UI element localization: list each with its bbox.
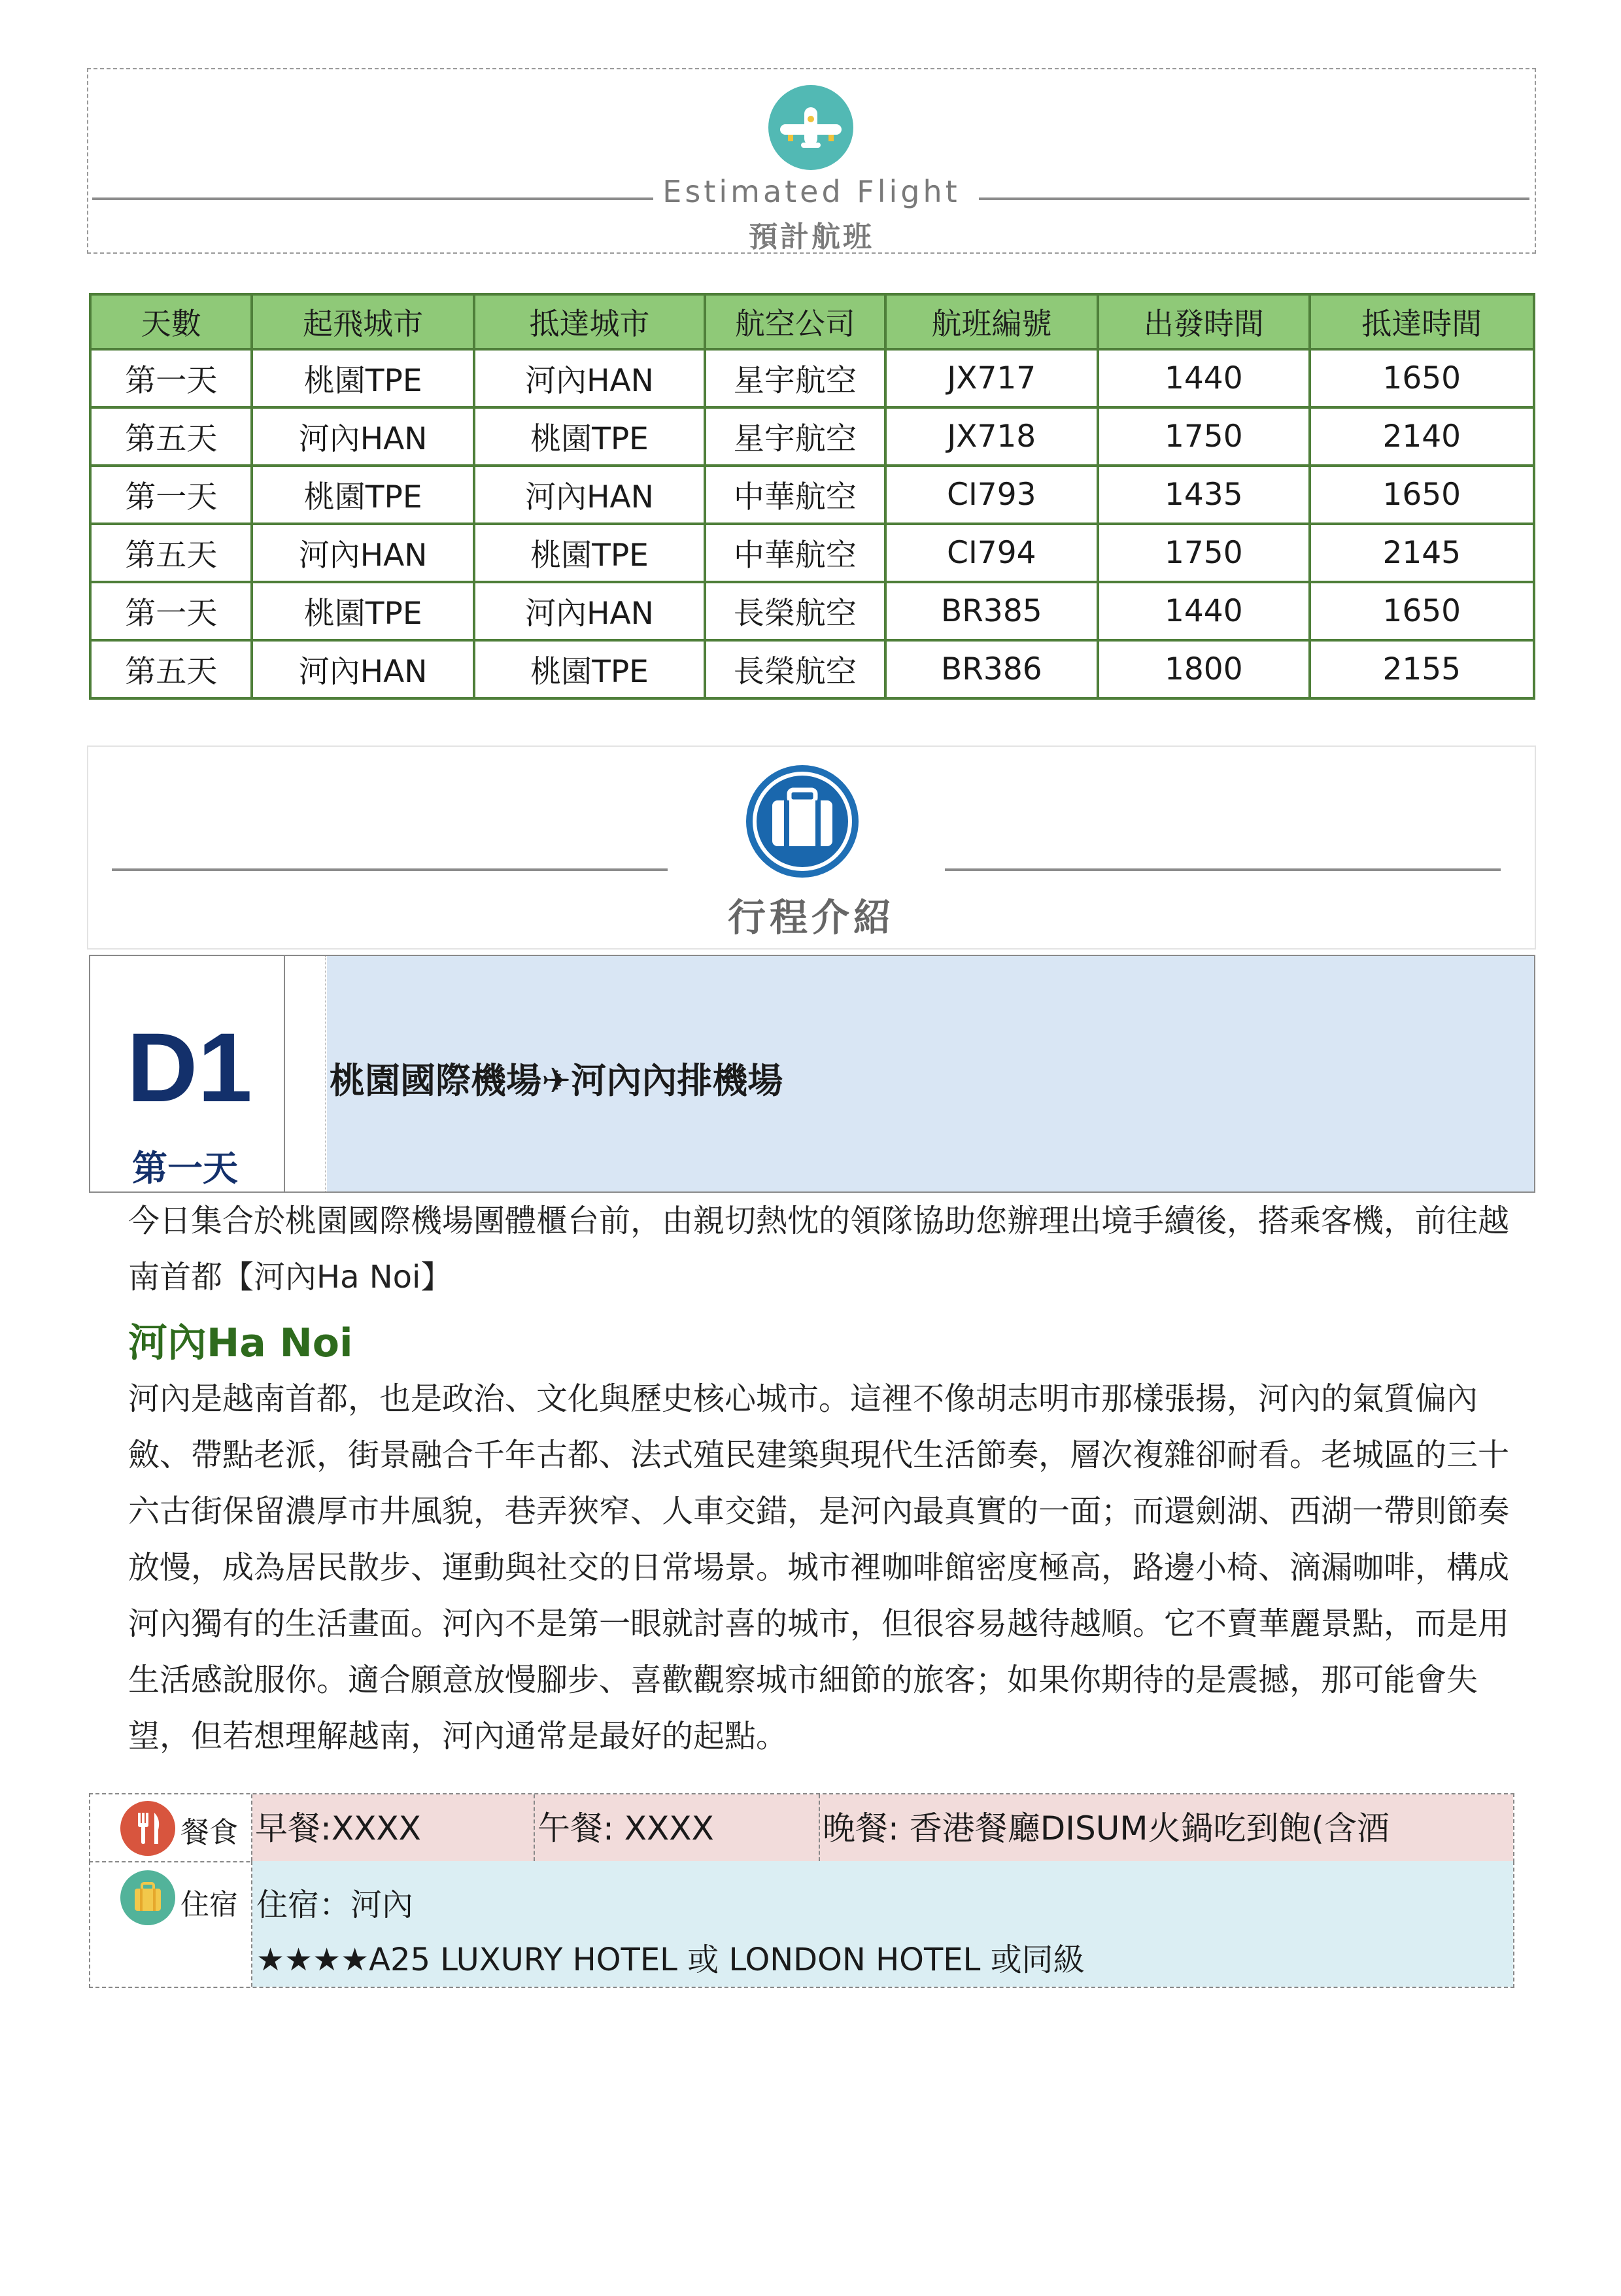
table-cell: 1750 xyxy=(1098,407,1309,466)
hotel-label-cell xyxy=(90,1861,252,1987)
table-cell: 中華航空 xyxy=(705,466,885,524)
itinerary-title: 行程介紹 xyxy=(727,895,895,940)
table-cell: BR386 xyxy=(885,640,1099,698)
table-cell: 1650 xyxy=(1310,582,1534,640)
table-cell: 星宇航空 xyxy=(705,407,885,466)
table-cell: 河內HAN xyxy=(474,349,705,407)
table-cell: 1440 xyxy=(1098,582,1309,640)
table-cell: 1750 xyxy=(1098,524,1309,582)
route-title: 桃園國際機場✈河內內排機場 xyxy=(330,1060,783,1101)
itinerary-header xyxy=(87,745,1536,950)
fork-knife-icon xyxy=(120,1801,175,1856)
table-cell: CI794 xyxy=(885,524,1099,582)
intro-line: 南首都【河內Ha Noi】 xyxy=(128,1259,452,1295)
table-cell: CI793 xyxy=(885,466,1099,524)
table-cell: 1435 xyxy=(1098,466,1309,524)
intro-text xyxy=(128,1193,1567,1305)
breakfast-cell: 早餐:XXXX xyxy=(252,1794,535,1861)
city-title: 河內Ha Noi xyxy=(128,1320,353,1366)
table-cell: JX717 xyxy=(885,349,1099,407)
meals-hotel-table xyxy=(89,1793,1514,1988)
meals-row xyxy=(89,1793,1514,1862)
table-row xyxy=(90,349,1534,407)
column-header: 天數 xyxy=(90,294,252,349)
table-cell: 桃園TPE xyxy=(474,640,705,698)
table-row xyxy=(90,582,1534,640)
description-line: 河內獨有的生活畫面。河內不是第一眼就討喜的城市，但很容易越待越順。它不賣華麗景點，而是用 xyxy=(128,1605,1510,1642)
flight-table xyxy=(89,293,1535,700)
table-cell: 第一天 xyxy=(90,466,252,524)
table-cell: JX718 xyxy=(885,407,1099,466)
hotel-row xyxy=(89,1861,1514,1988)
table-cell: 桃園TPE xyxy=(252,582,473,640)
table-cell: 桃園TPE xyxy=(474,407,705,466)
day-number: D1 xyxy=(127,1012,252,1122)
column-header: 出發時間 xyxy=(1098,294,1309,349)
table-cell: 桃園TPE xyxy=(474,524,705,582)
description-line: 生活感說服你。適合願意放慢腳步、喜歡觀察城市細節的旅客；如果你期待的是震撼，那可能會失 xyxy=(128,1662,1478,1698)
table-row xyxy=(90,466,1534,524)
table-cell: 桃園TPE xyxy=(252,349,473,407)
column-header: 抵達城市 xyxy=(474,294,705,349)
table-cell: 河內HAN xyxy=(474,582,705,640)
table-row xyxy=(90,524,1534,582)
city-description xyxy=(128,1371,1567,1764)
table-cell: 桃園TPE xyxy=(252,466,473,524)
column-header: 抵達時間 xyxy=(1310,294,1534,349)
table-cell: 河內HAN xyxy=(252,524,473,582)
description-line: 放慢，成為居民散步、運動與社交的日常場景。城市裡咖啡館密度極高，路邊小椅、滴漏咖啡，構成 xyxy=(128,1549,1510,1586)
table-cell: BR385 xyxy=(885,582,1099,640)
meals-label: 餐食 xyxy=(180,1816,238,1849)
meals-label-cell xyxy=(90,1794,252,1861)
table-cell: 河內HAN xyxy=(474,466,705,524)
intro-line: 今日集合於桃園國際機場團體櫃台前，由親切熱忱的領隊協助您辦理出境手續後，搭乘客機，前往越 xyxy=(128,1203,1510,1239)
lunch-cell: 午餐: XXXX xyxy=(535,1794,820,1861)
day-badge xyxy=(90,956,285,1191)
hotel-name: ★★★★A25 LUXURY HOTEL 或 LONDON HOTEL 或同級 xyxy=(256,1942,1085,1978)
divider-line xyxy=(112,868,668,871)
day-label: 第一天 xyxy=(132,1148,238,1189)
table-cell: 長榮航空 xyxy=(705,640,885,698)
table-cell: 第五天 xyxy=(90,640,252,698)
table-cell: 中華航空 xyxy=(705,524,885,582)
column-header: 航空公司 xyxy=(705,294,885,349)
flight-title-zh: 預計航班 xyxy=(749,220,874,254)
column-header: 航班編號 xyxy=(885,294,1099,349)
table-cell: 1650 xyxy=(1310,349,1534,407)
route-banner xyxy=(327,956,1534,1191)
table-cell: 1440 xyxy=(1098,349,1309,407)
hotel-label: 住宿 xyxy=(180,1888,238,1921)
table-row xyxy=(90,640,1534,698)
table-cell: 第一天 xyxy=(90,349,252,407)
table-cell: 2140 xyxy=(1310,407,1534,466)
description-line: 望，但若想理解越南，河內通常是最好的起點。 xyxy=(128,1718,788,1755)
table-cell: 1650 xyxy=(1310,466,1534,524)
table-cell: 第五天 xyxy=(90,407,252,466)
table-header-row xyxy=(90,294,1534,349)
flight-header xyxy=(87,68,1536,254)
suitcase-icon xyxy=(120,1870,175,1925)
table-cell: 河內HAN xyxy=(252,640,473,698)
hotel-location: 住宿：河內 xyxy=(256,1887,414,1923)
table-cell: 河內HAN xyxy=(252,407,473,466)
day-header xyxy=(89,955,1535,1193)
table-cell: 2155 xyxy=(1310,640,1534,698)
divider-line xyxy=(945,868,1501,871)
airplane-icon xyxy=(768,85,853,170)
table-cell: 第一天 xyxy=(90,582,252,640)
briefcase-icon xyxy=(743,762,861,880)
table-row xyxy=(90,407,1534,466)
table-cell: 2145 xyxy=(1310,524,1534,582)
table-cell: 長榮航空 xyxy=(705,582,885,640)
description-line: 斂、帶點老派，街景融合千年古都、法式殖民建築與現代生活節奏，層次複雜卻耐看。老城區的三十 xyxy=(128,1437,1510,1473)
description-line: 六古街保留濃厚市井風貌，巷弄狹窄、人車交錯，是河內最真實的一面；而還劍湖、西湖一帶則節奏 xyxy=(128,1493,1510,1530)
day-spacer xyxy=(285,956,326,1191)
description-line: 河內是越南首都，也是政治、文化與歷史核心城市。這裡不像胡志明市那樣張揚，河內的氣質偏內 xyxy=(128,1380,1478,1417)
dinner-cell: 晚餐: 香港餐廳DISUM火鍋吃到飽(含酒 xyxy=(823,1809,1390,1847)
table-cell: 星宇航空 xyxy=(705,349,885,407)
table-cell: 1800 xyxy=(1098,640,1309,698)
table-cell: 第五天 xyxy=(90,524,252,582)
column-header: 起飛城市 xyxy=(252,294,473,349)
flight-title-en: Estimated Flight xyxy=(662,174,961,209)
